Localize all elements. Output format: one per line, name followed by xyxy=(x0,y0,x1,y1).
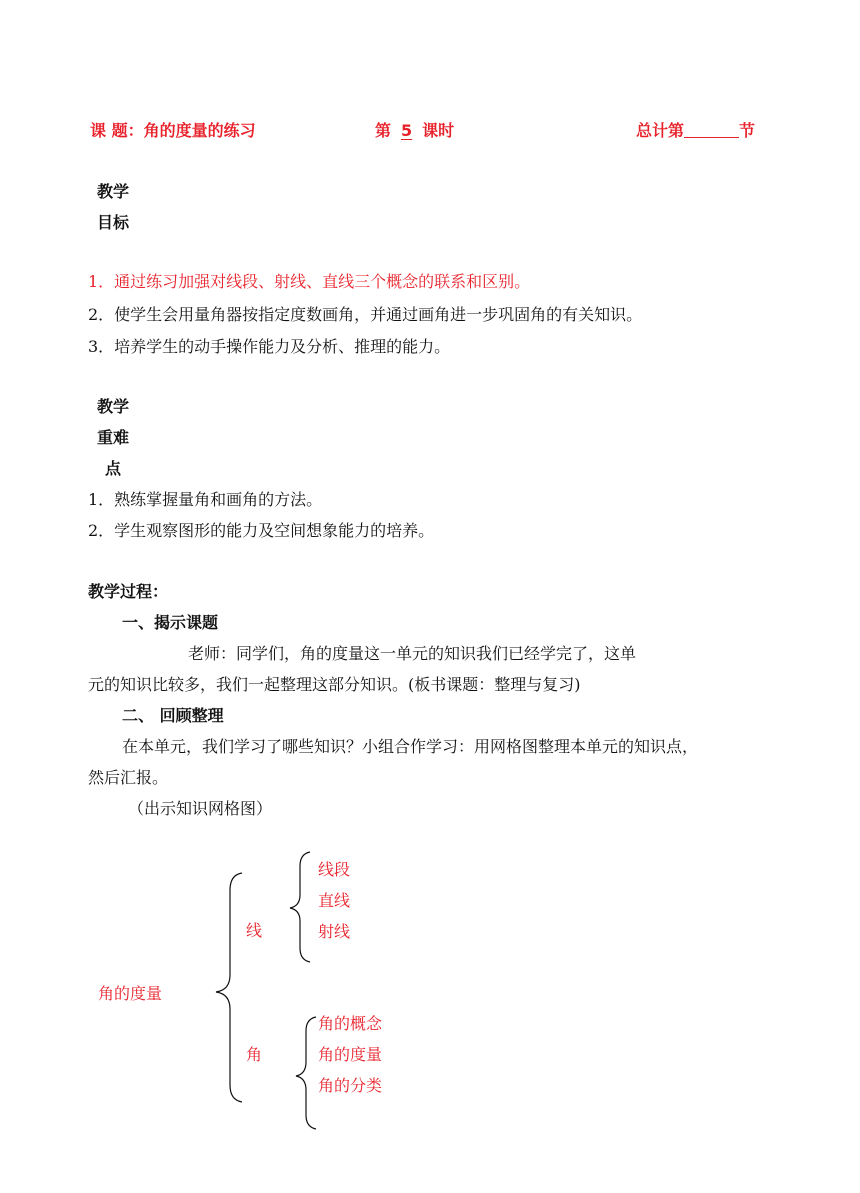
keypoint-item-2: 2．学生观察图形的能力及空间想象能力的培养。 xyxy=(88,521,435,540)
total-count-prefix: 总计第 xyxy=(636,121,685,140)
section2-paragraph-line2: 然后汇报。 xyxy=(88,768,169,787)
lesson-period-suffix: 课时 xyxy=(422,121,455,140)
tree-angle-item: 角的度量 xyxy=(318,1045,383,1064)
section2-paragraph-line3: （出示知识网格图） xyxy=(128,799,273,818)
tree-line-item: 射线 xyxy=(318,922,351,941)
keypoints-label-line3: 点 xyxy=(105,459,122,478)
root-brace xyxy=(216,873,242,1102)
lesson-period-prefix: 第 xyxy=(375,121,392,140)
tree-branch-line: 线 xyxy=(246,921,263,940)
objectives-label-line1: 教学 xyxy=(97,182,130,201)
tree-line-item: 线段 xyxy=(318,860,351,879)
tree-line-item: 直线 xyxy=(318,891,351,910)
objectives-label-line2: 目标 xyxy=(97,213,130,232)
section1-title: 一、揭示课题 xyxy=(122,613,219,632)
tree-root: 角的度量 xyxy=(98,984,163,1003)
section1-paragraph-line1: 老师：同学们，角的度量这一单元的知识我们已经学完了，这单 xyxy=(188,644,637,663)
section1-paragraph-line2: 元的知识比较多，我们一起整理这部分知识。(板书课题：整理与复习) xyxy=(88,675,581,694)
keypoints-label-line1: 教学 xyxy=(97,397,130,416)
process-heading: 教学过程： xyxy=(88,582,169,601)
objective-item-1: 1．通过练习加强对线段、射线、直线三个概念的联系和区别。 xyxy=(88,272,531,291)
total-count-suffix: 节 xyxy=(739,121,756,140)
lesson-period-number: 5 xyxy=(401,121,413,140)
angle-brace xyxy=(296,1017,316,1129)
keypoints-label-line2: 重难 xyxy=(97,428,130,447)
objective-item-3: 3．培养学生的动手操作能力及分析、推理的能力。 xyxy=(88,337,451,356)
tree-angle-item: 角的概念 xyxy=(318,1014,383,1033)
lesson-title: 课 题：角的度量的练习 xyxy=(90,121,256,140)
section2-paragraph-line1: 在本单元，我们学习了哪些知识？小组合作学习：用网格图整理本单元的知识点， xyxy=(122,737,699,756)
tree-angle-item: 角的分类 xyxy=(318,1076,383,1095)
objective-item-2: 2．使学生会用量角器按指定度数画角，并通过画角进一步巩固角的有关知识。 xyxy=(88,305,643,324)
tree-branch-angle: 角 xyxy=(246,1045,263,1064)
keypoint-item-1: 1．熟练掌握量角和画角的方法。 xyxy=(88,490,323,509)
section2-title: 二、 回顾整理 xyxy=(122,706,224,725)
line-brace xyxy=(290,852,310,962)
